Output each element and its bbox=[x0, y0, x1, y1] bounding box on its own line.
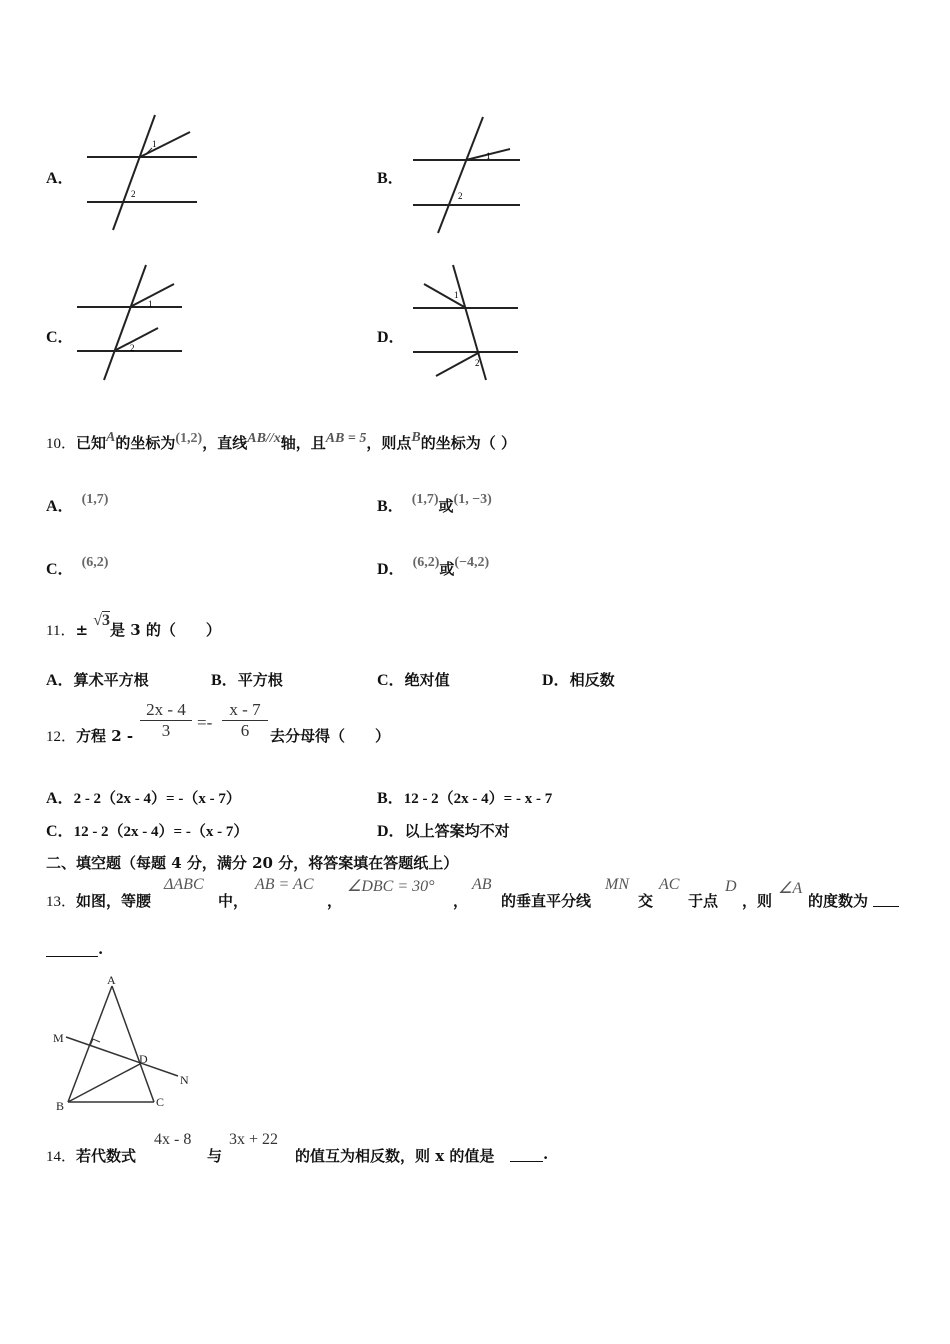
q13-ac: AC bbox=[659, 876, 680, 893]
q11-radicand: 3 bbox=[102, 612, 111, 629]
q10-option-d[interactable] bbox=[377, 556, 489, 579]
q14-expression-2: 3x + 22 bbox=[229, 1131, 279, 1148]
q12-option-c-text: 12 - 2（2x - 4）= -（x - 7） bbox=[73, 824, 249, 840]
q12-option-b-text: 12 - 2（2x - 4）= - x - 7 bbox=[403, 791, 553, 807]
q14-text-3: 的值互为相反数，则 x 的值是 bbox=[295, 1147, 495, 1165]
q13-triangle: ΔABC bbox=[164, 876, 204, 893]
q12-option-c[interactable] bbox=[46, 818, 248, 841]
q12-option-d-text: 以上答案均不对 bbox=[404, 822, 510, 840]
q14-answer-blank[interactable] bbox=[510, 1145, 543, 1162]
q9-d-angle-1: 1 bbox=[454, 290, 459, 300]
q13-fig-side-ab bbox=[68, 986, 112, 1102]
q13-fig-segment-bd bbox=[68, 1064, 140, 1102]
q14-number: 14． bbox=[46, 1149, 77, 1165]
q12-option-c-label: C． bbox=[46, 823, 74, 840]
q10-option-a-value: (1,7) bbox=[81, 492, 109, 507]
q10-option-d-value-1: (6,2) bbox=[412, 555, 440, 570]
q9-figure-c bbox=[72, 262, 202, 387]
q10-coord-a: (1,2) bbox=[175, 431, 203, 446]
q13-fig-label-b: B bbox=[56, 1099, 65, 1113]
q10-text-6: 的坐标为（ ） bbox=[420, 434, 516, 452]
q12-option-d[interactable] bbox=[377, 818, 510, 841]
q13-text-1: 如图，等腰 bbox=[76, 892, 152, 910]
q10-option-a-label: A． bbox=[46, 498, 74, 515]
q13-answer-blank-2[interactable] bbox=[46, 940, 98, 957]
q10-text-2: 的坐标为 bbox=[115, 434, 176, 452]
q10-option-c[interactable] bbox=[46, 556, 108, 579]
q14-expression-1: 4x - 8 bbox=[154, 1131, 192, 1148]
q13-fig-label-n: N bbox=[180, 1073, 189, 1087]
q9-b-angle-2: 2 bbox=[458, 191, 463, 201]
q13-mn: MN bbox=[605, 876, 629, 893]
q9-option-b-label: B． bbox=[377, 170, 404, 187]
q14-period: . bbox=[543, 1145, 549, 1163]
q13-comma-2: ， bbox=[453, 892, 469, 910]
q12-option-a-label: A． bbox=[46, 790, 74, 807]
q9-a-angle-1: 1 bbox=[152, 139, 157, 149]
q13-fig-side-ac bbox=[112, 986, 154, 1102]
q12-fraction-2-denominator: 6 bbox=[222, 720, 268, 741]
q9-b-angle-1: 1 bbox=[486, 151, 491, 161]
q9-option-d-label: D． bbox=[377, 329, 405, 346]
q10-condition-parallel: AB//x bbox=[247, 431, 281, 446]
q9-d-angle-2: 2 bbox=[475, 358, 480, 368]
q13-text-3: 的垂直平分线 bbox=[501, 892, 592, 910]
q13-fig-line-mn bbox=[66, 1037, 178, 1076]
q11-radical-sign: √ bbox=[93, 612, 103, 629]
q11-option-b[interactable] bbox=[211, 667, 283, 690]
q14-number-text bbox=[46, 1145, 136, 1166]
q13-angle-a: ∠A bbox=[778, 880, 803, 897]
q13-comma-1: ， bbox=[327, 892, 343, 910]
q12-text-2: 去分母得（ ） bbox=[270, 727, 391, 745]
q13-angle-dbc: ∠DBC = 30° bbox=[347, 878, 435, 895]
q13-number: 13． bbox=[46, 894, 77, 910]
q10-option-a[interactable] bbox=[46, 493, 108, 516]
q9-option-c-label: C． bbox=[46, 329, 74, 346]
q13-fig-label-d: D bbox=[139, 1052, 148, 1066]
q13-ab: AB bbox=[472, 876, 492, 893]
q10-option-d-label: D． bbox=[377, 561, 405, 578]
q11-option-b-text: 平方根 bbox=[237, 671, 283, 689]
q12-fraction-2 bbox=[222, 700, 268, 741]
q10-option-b-label: B． bbox=[377, 498, 404, 515]
q13-answer-blank-1[interactable] bbox=[873, 890, 899, 907]
q12-stem-start bbox=[46, 725, 133, 746]
q12-fraction-2-numerator: x - 7 bbox=[229, 700, 261, 719]
q13-equal-sides: AB = AC bbox=[255, 876, 314, 893]
q12-fraction-1-numerator: 2x - 4 bbox=[146, 700, 186, 719]
q11-option-c-text: 绝对值 bbox=[404, 671, 450, 689]
q12-fraction-1-denominator: 3 bbox=[140, 720, 192, 741]
section-title-fill-in: 二、填空题（每题 4 分，满分 20 分，将答案填在答题纸上） bbox=[46, 854, 459, 872]
q9-a-angle-2: 2 bbox=[131, 189, 136, 199]
q11-option-c[interactable] bbox=[377, 667, 450, 690]
q13-point-d: D bbox=[725, 878, 737, 895]
q10-number: 10． bbox=[46, 436, 77, 452]
q9-option-a-label: A． bbox=[46, 170, 74, 187]
q10-option-b-value-1: (1,7) bbox=[411, 492, 439, 507]
q9-figure-d bbox=[408, 262, 538, 387]
q13-text-4: 交 bbox=[638, 892, 654, 910]
q10-option-b-value-2: (1, −3) bbox=[453, 492, 492, 507]
q12-option-d-label: D． bbox=[377, 823, 405, 840]
q13-fig-label-c: C bbox=[156, 1095, 165, 1109]
q10-option-c-label: C． bbox=[46, 561, 74, 578]
q10-option-b[interactable] bbox=[377, 493, 492, 516]
q11-option-b-label: B． bbox=[211, 672, 238, 689]
q12-equals: =- bbox=[197, 713, 213, 732]
q10-option-c-value: (6,2) bbox=[81, 555, 109, 570]
q11-option-a[interactable] bbox=[46, 667, 149, 690]
q10-point-a: A bbox=[106, 430, 116, 445]
q10-point-b: B bbox=[411, 430, 421, 445]
q9-c-angle-1: 1 bbox=[148, 299, 153, 309]
q11-option-d[interactable] bbox=[542, 667, 615, 690]
q10-option-d-or: 或 bbox=[439, 560, 455, 578]
q13-text-6: ，则 bbox=[742, 892, 773, 910]
q11-option-c-label: C． bbox=[377, 672, 405, 689]
q13-number-text bbox=[46, 890, 151, 911]
q11-sqrt bbox=[93, 612, 110, 629]
q13-period: . bbox=[98, 940, 104, 958]
q10-text-3: ，直线 bbox=[202, 434, 248, 452]
q11-number: 11． bbox=[46, 623, 76, 639]
q11-option-d-text: 相反数 bbox=[569, 671, 615, 689]
q10-condition-length: AB = 5 bbox=[325, 431, 367, 446]
q9-c-angle-2: 2 bbox=[130, 343, 135, 353]
q12-option-b-label: B． bbox=[377, 790, 404, 807]
q11-option-a-label: A． bbox=[46, 672, 74, 689]
q10-option-b-or: 或 bbox=[438, 497, 454, 515]
q12-number: 12． bbox=[46, 729, 77, 745]
q9-figure-a bbox=[80, 110, 210, 235]
q10-option-d-value-2: (−4,2) bbox=[454, 555, 490, 570]
q12-option-a[interactable] bbox=[46, 785, 241, 808]
q12-option-a-text: 2 - 2（2x - 4）= -（x - 7） bbox=[73, 791, 241, 807]
q12-option-b[interactable] bbox=[377, 785, 552, 808]
q10-stem bbox=[46, 432, 516, 453]
q13-text-5: 于点 bbox=[688, 892, 719, 910]
q13-figure-triangle bbox=[50, 972, 200, 1117]
q13-fig-label-m: M bbox=[53, 1031, 64, 1045]
q11-option-a-text: 算术平方根 bbox=[73, 671, 149, 689]
q10-text-1: 已知 bbox=[76, 434, 107, 452]
q13-text-2: 中， bbox=[218, 892, 249, 910]
q11-stem bbox=[46, 612, 221, 640]
q14-text-2: 与 bbox=[207, 1147, 223, 1165]
q9-figure-b bbox=[408, 113, 538, 238]
q12-fraction-1 bbox=[140, 700, 192, 741]
q13-text-7: 的度数为 bbox=[808, 892, 869, 910]
q10-text-4: 轴，且 bbox=[280, 434, 326, 452]
q11-option-d-label: D． bbox=[542, 672, 570, 689]
q13-fig-label-a: A bbox=[107, 973, 116, 987]
q12-text-1: 方程 2 - bbox=[76, 727, 134, 745]
q14-text-1: 若代数式 bbox=[76, 1147, 137, 1165]
q11-plus-minus: ± bbox=[75, 621, 89, 639]
q11-text: 是 3 的（ ） bbox=[110, 621, 221, 639]
q10-text-5: ，则点 bbox=[366, 434, 412, 452]
